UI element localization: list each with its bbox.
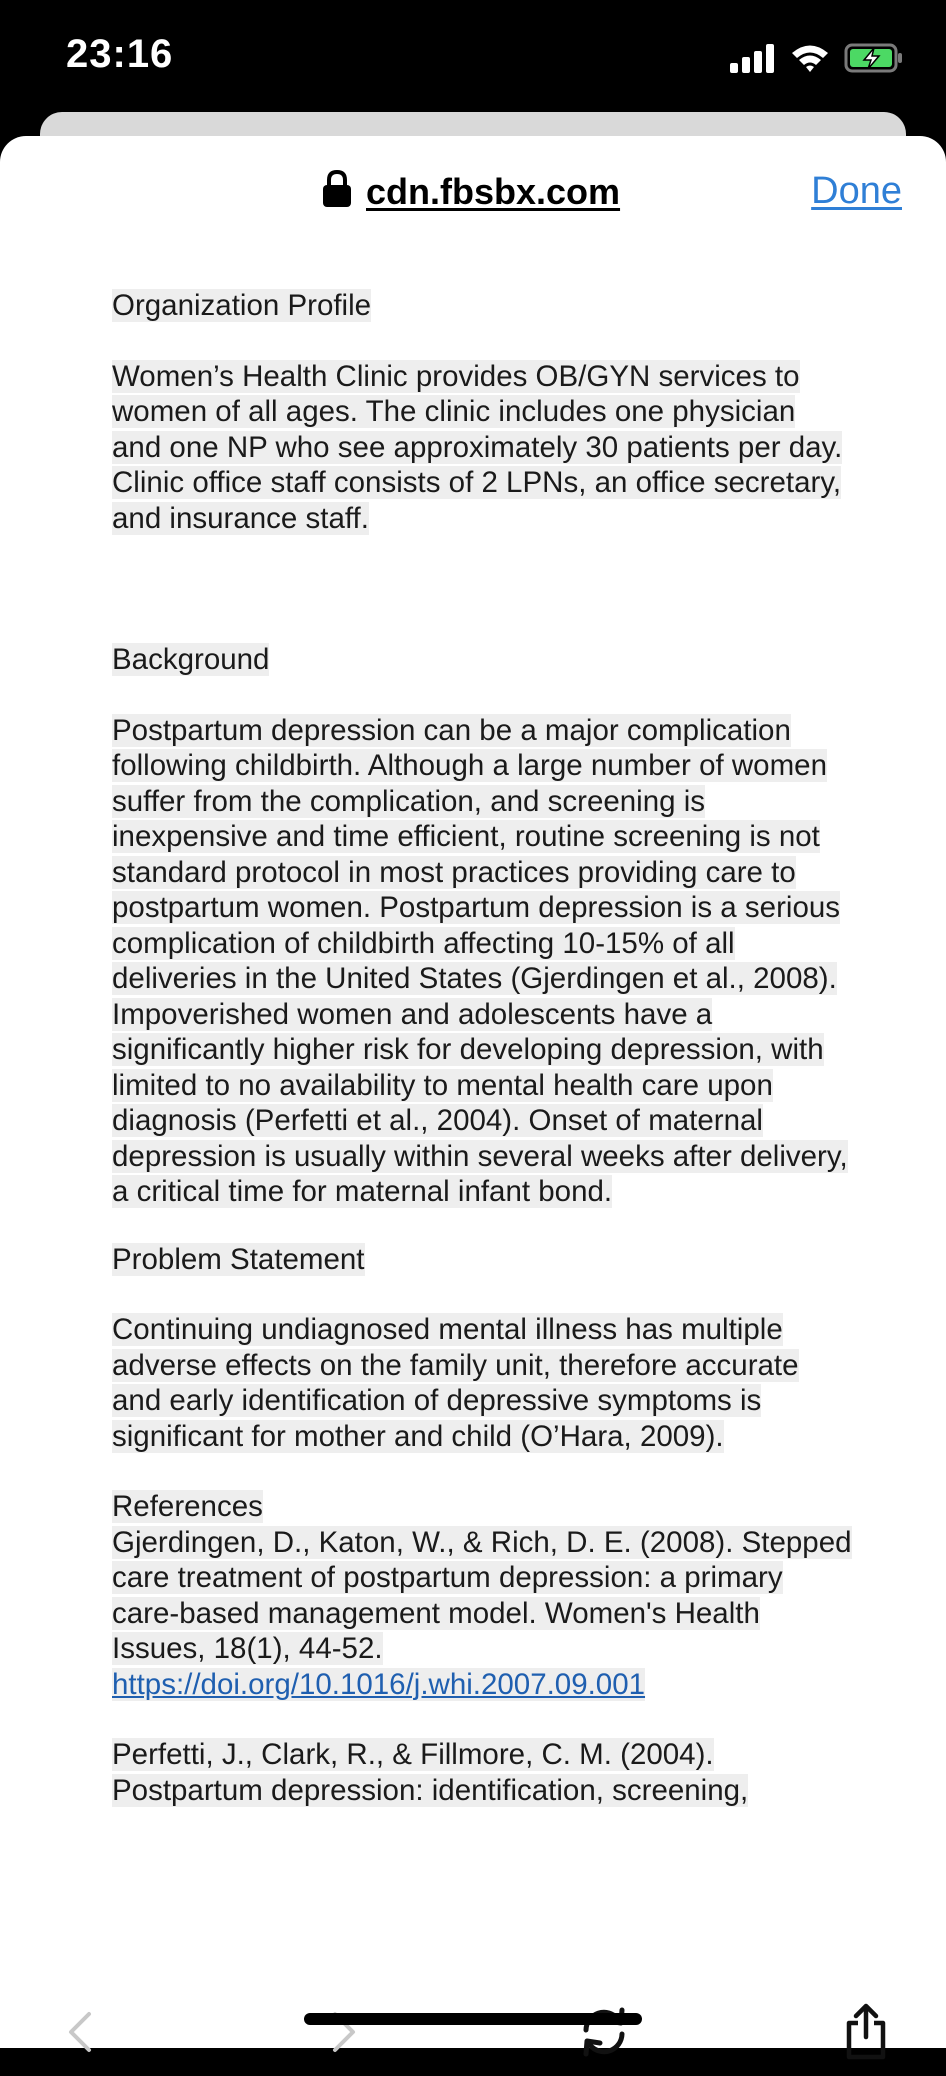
refresh-icon[interactable] [574,2002,634,2062]
battery-charging-icon [844,42,906,79]
forward-icon[interactable] [314,2002,374,2062]
browser-sheet [0,136,946,2048]
url-bar [0,136,946,246]
lock-icon [322,170,352,213]
browser-toolbar [0,1988,946,2076]
section-heading-references: References [112,1490,263,1523]
status-icons [730,40,906,80]
reference-1-link[interactable]: https://doi.org/10.1016/j.whi.2007.09.001 [112,1667,646,1701]
reference-1-link-line [112,1667,852,1703]
url-display[interactable] [322,170,620,213]
problem-paragraph: Continuing undiagnosed mental illness has multiple adverse effects on the family unit, therefore accurate and early identification of depressive symptoms is significant for mother and child (O’Hara, 2009). [112,1313,799,1453]
reference-1: Gjerdingen, D., Katon, W., & Rich, D. E. (2008). Stepped care treatment of postpartum depression: a primary care-based management model. Women's Health Issues, 18(1), 44-52. [112,1525,852,1665]
organization-paragraph: Women’s Health Clinic provides OB/GYN services to women of all ages. The clinic includes one physician and one NP who see approximately 30 patients per day. Clinic office staff consists of 2 LPNs, an office secretary, and insurance staff. [112,359,843,535]
done-button[interactable]: Done [811,170,902,212]
wifi-icon [790,42,830,79]
background-paragraph: Postpartum depression can be a major complication following childbirth. Although a large number of women suffer from the complication, and screening is inexpensive and time efficient, routine screening is not standard protocol in most practices providing care to postpartum women. Postpartum depression is a serious complication of childbirth affecting 10-15% of all deliveries in the United States (Gjerdingen et al., 2008). Impoverished women and adolescents have a significantly higher risk for developing depression, with limited to no availability to mental health care upon diagnosis (Perfetti et al., 2004). Onset of maternal depression is usually within several weeks after delivery, a critical time for maternal infant bond. [112,713,848,1208]
share-icon[interactable] [836,2002,896,2062]
back-icon[interactable] [50,2002,110,2062]
cellular-signal-icon [730,43,776,78]
section-heading-problem: Problem Statement [112,1242,365,1276]
url-text[interactable]: cdn.fbsbx.com [366,170,621,212]
status-time: 23:16 [66,32,174,76]
home-indicator[interactable] [304,2013,642,2025]
section-heading-organization: Organization Profile [112,289,372,322]
document-content [112,288,852,1974]
status-bar [0,0,946,112]
reference-2: Perfetti, J., Clark, R., & Fillmore, C. M. (2004). Postpartum depression: identification, screening, [112,1738,749,1807]
section-heading-background: Background [112,643,270,676]
